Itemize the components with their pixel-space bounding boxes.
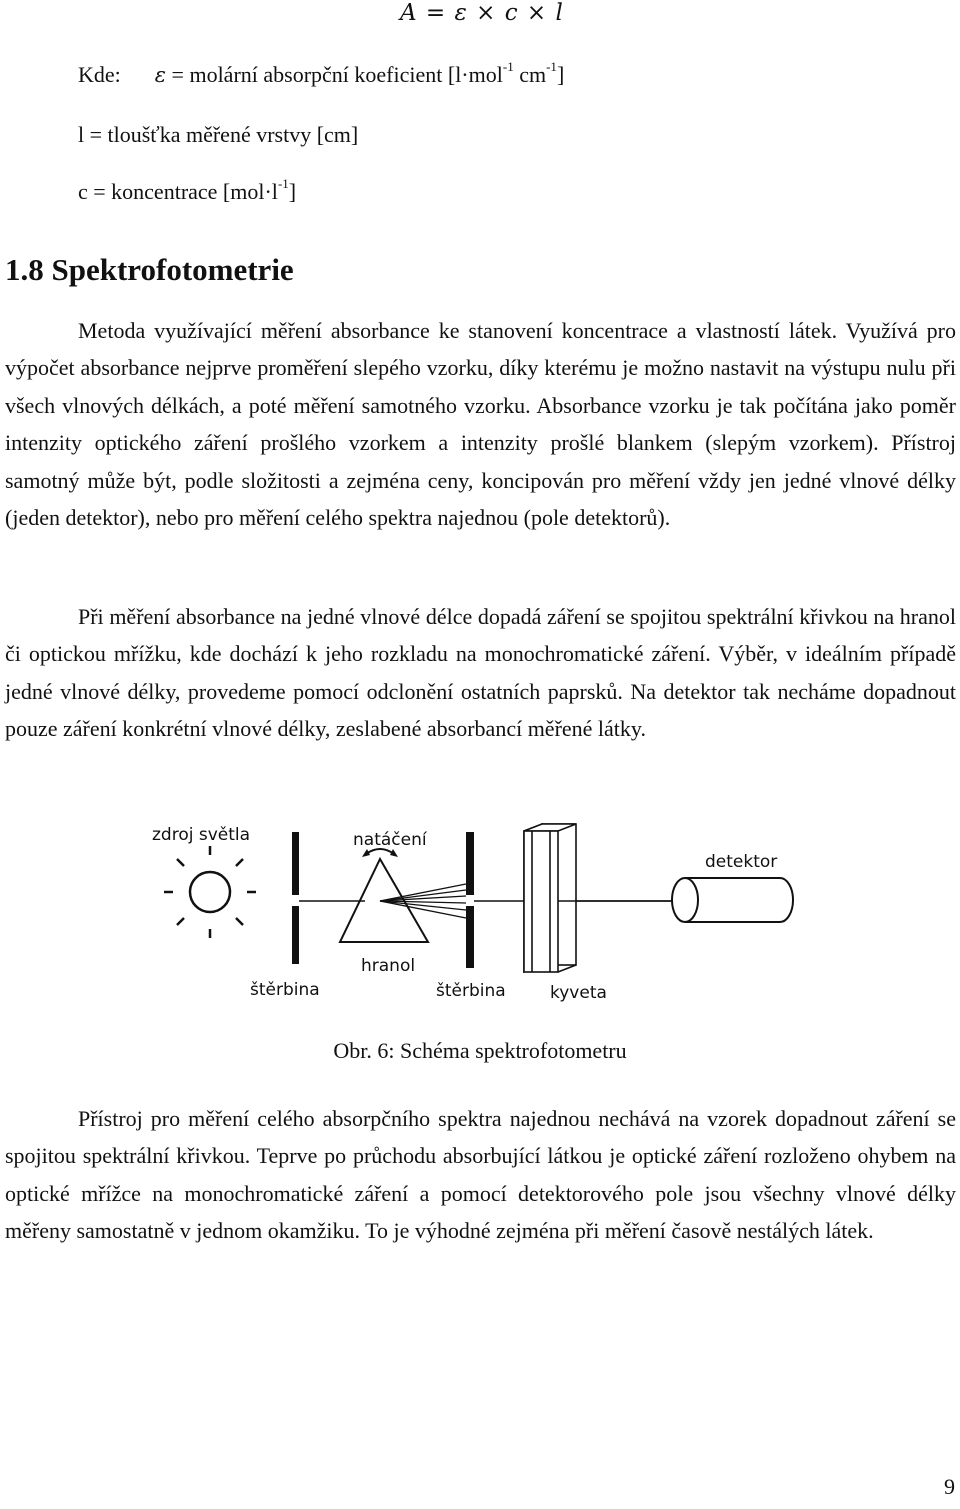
spectrophotometer-diagram <box>140 812 840 1012</box>
epsilon-mid: cm <box>513 62 547 87</box>
label-slit-2: štěrbina <box>436 981 506 1001</box>
epsilon-sup-2: -1 <box>546 59 557 74</box>
label-detector: detektor <box>705 852 778 872</box>
c-text: c = koncentrace [mol·l <box>78 179 278 204</box>
label-rotation: natáčení <box>353 830 427 850</box>
section-heading: 1.8 Spektrofotometrie <box>5 252 294 287</box>
c-end: ] <box>288 179 297 204</box>
paragraph-3: Přístroj pro měření celého absorpčního spektra najednou nechává na vzorek dopadnout záření se spojitou spektrální křivkou. Teprve po průchodu absorbující látkou je optické záření rozloženo ohybem na optické mřížce na monochromatické záření a pomocí detektorového pole jsou všechny vlnové délky měřeny samostatně v jednom okamžiku. To je výhodné zejména při měření časově nestálých látek. <box>5 1106 956 1244</box>
figure-caption: Obr. 6: Schéma spektrofotometru <box>333 1038 627 1063</box>
page-number: 9 <box>944 1474 955 1499</box>
label-light-source: zdroj světla <box>152 825 251 845</box>
label-slit-1: štěrbina <box>250 980 320 1000</box>
definition-c <box>78 176 297 205</box>
c-sup: -1 <box>277 176 289 191</box>
kde-label: Kde: <box>78 62 121 87</box>
epsilon-end: ] <box>556 62 565 87</box>
dispersed-rays <box>380 884 466 918</box>
definition-epsilon <box>78 59 565 88</box>
epsilon-text: = molární absorpční koeficient [l·mol <box>166 62 503 87</box>
label-cuvette: kyveta <box>550 983 607 1003</box>
absorbance-formula: A = ε × c × l <box>400 0 564 26</box>
label-prism: hranol <box>361 956 416 976</box>
slit-2-icon <box>466 832 474 968</box>
definition-l: l = tloušťka měřené vrstvy [cm] <box>78 122 359 147</box>
paragraph-2: Při měření absorbance na jedné vlnové délce dopadá záření se spojitou spektrální křivkou na hranol či optickou mřížku, kde dochází k jeho rozkladu na monochromatické záření. Výběr, v ideálním případě jedné vlnové délky, provedeme pomocí odclonění ostatních paprsků. Na detektor tak necháme dopadnout pouze záření konkrétní vlnové délky, zeslabené absorbancí měřené látky. <box>5 604 956 742</box>
epsilon-symbol: ε <box>154 63 167 87</box>
light-source-icon <box>164 846 256 938</box>
epsilon-sup-1: -1 <box>502 59 514 74</box>
cuvette-icon <box>524 824 576 972</box>
paragraph-1: Metoda využívající měření absorbance ke stanovení koncentrace a vlastností látek. Využívá pro výpočet absorbance nejprve proměření slepého vzorku, díky kterému je možno nastavit na výstupu nulu při všech vlnových délkách, a poté měření samotného vzorku. Absorbance vzorku je tak počítána jako poměr intenzity optického záření prošlého vzorkem a intenzity prošlé blankem (slepým vzorkem). Přístroj samotný může být, podle složitosti a zejména ceny, koncipován pro měření vždy jen jedné vlnové délky (jeden detektor), nebo pro měření celého spektra najednou (pole detektorů). <box>5 318 956 531</box>
detector-icon <box>672 878 793 922</box>
slit-1-icon <box>292 832 299 964</box>
